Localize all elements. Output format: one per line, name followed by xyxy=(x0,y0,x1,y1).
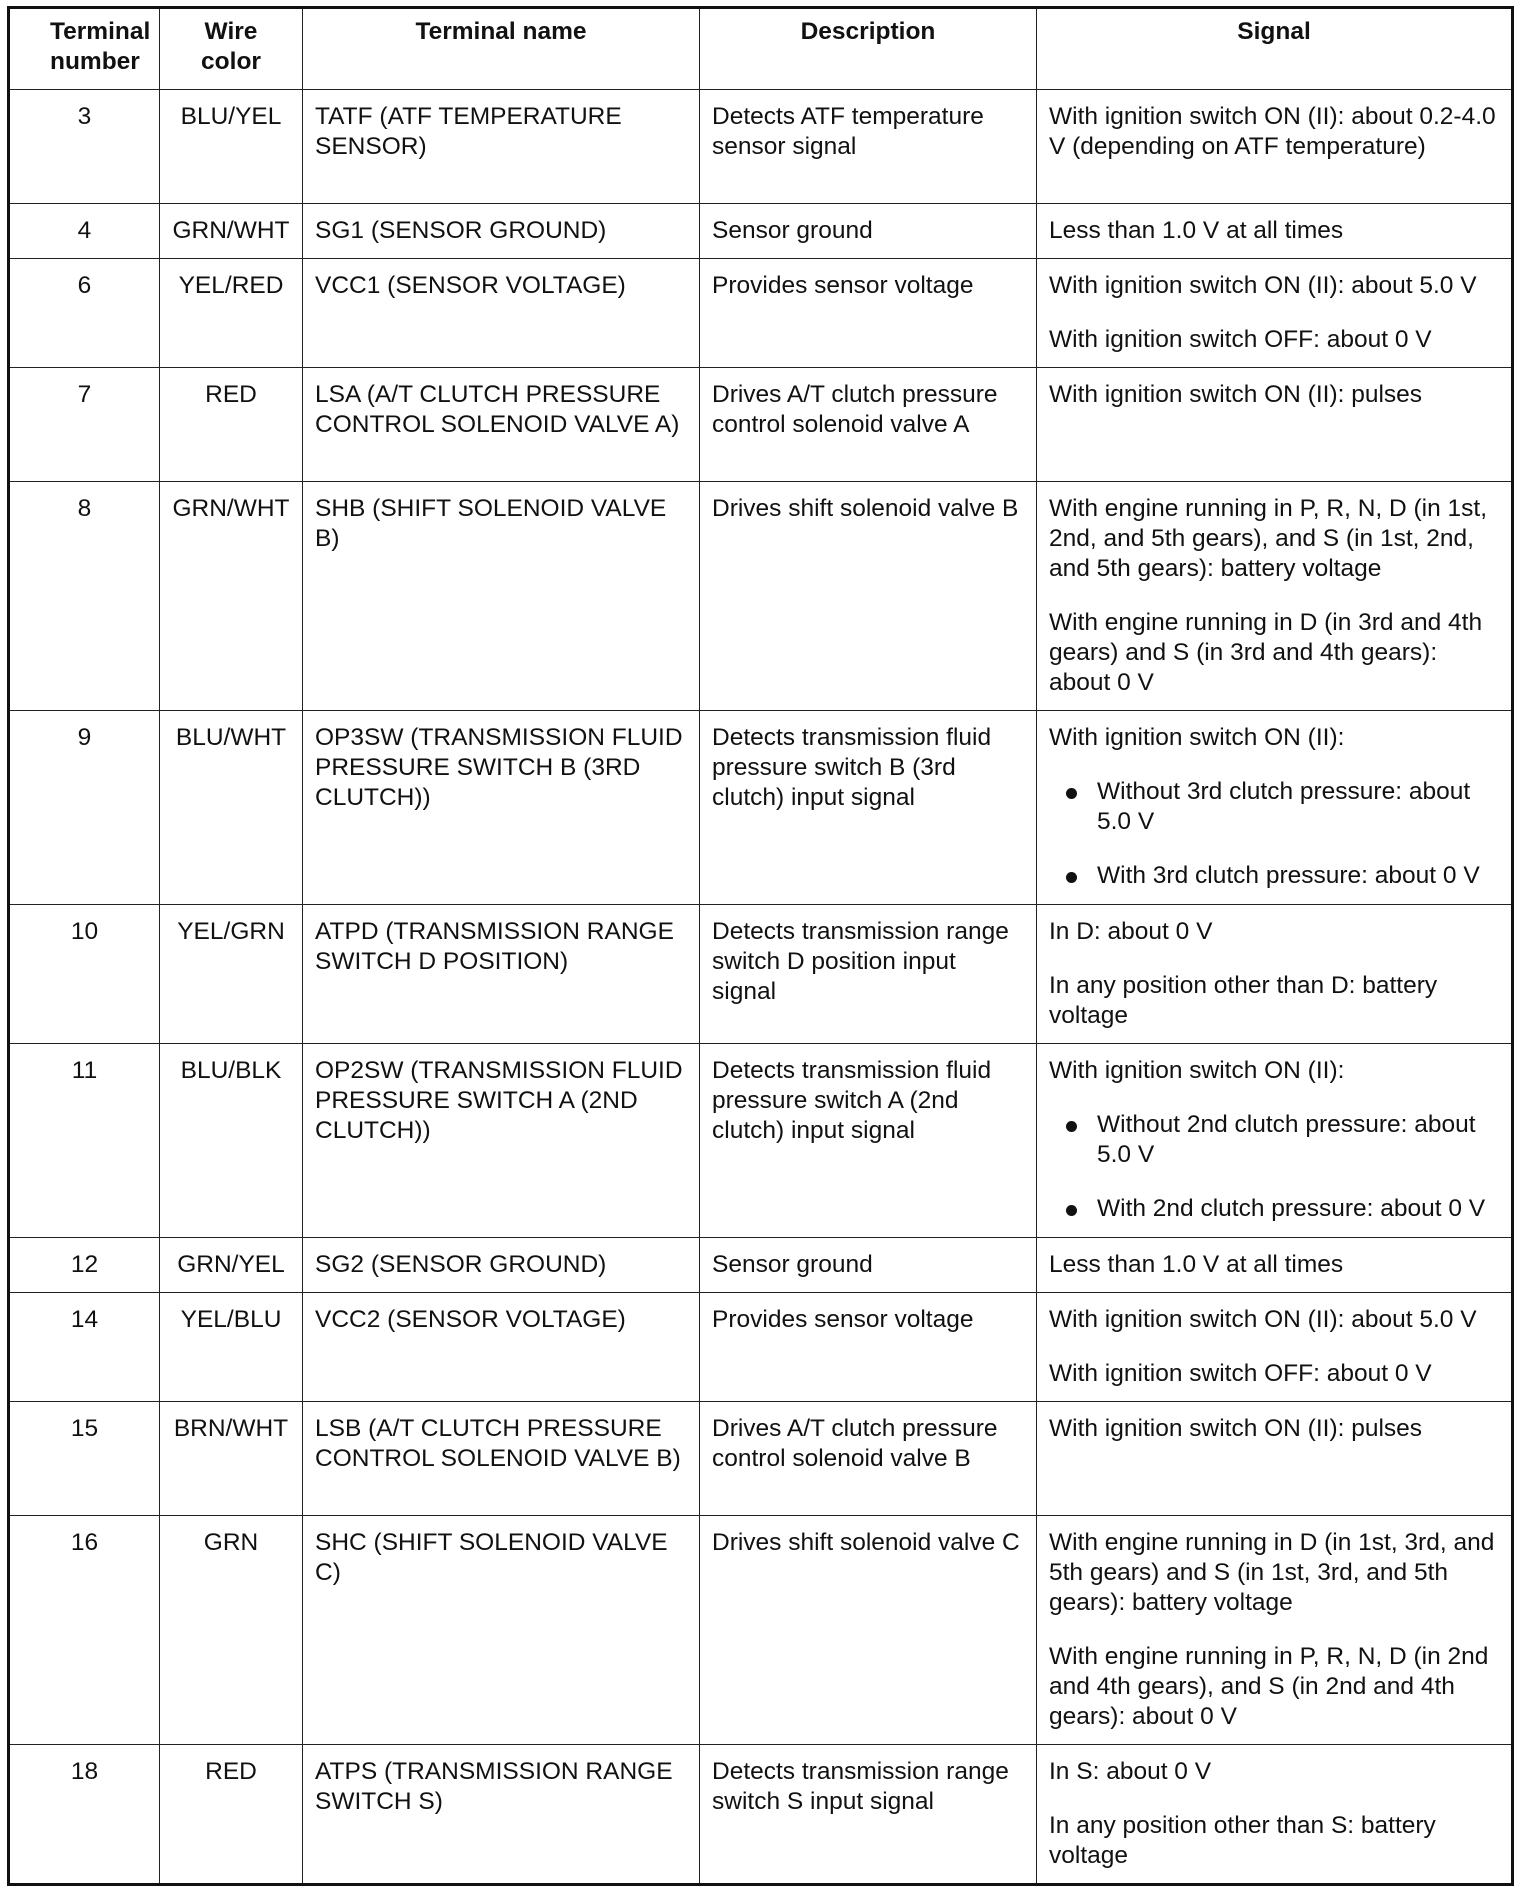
terminal-number-cell: 8 xyxy=(9,482,160,711)
signal-text: With ignition switch ON (II): xyxy=(1049,724,1345,751)
terminal-name-cell: LSA (A/T CLUTCH PRESSURE CONTROL SOLENOID VALVE A) xyxy=(303,368,700,482)
signal-bullet-item xyxy=(1049,1110,1499,1170)
table-row xyxy=(9,905,1513,1044)
terminal-number-cell: 7 xyxy=(9,368,160,482)
table-body xyxy=(9,90,1513,1885)
wire-color-cell: YEL/GRN xyxy=(160,905,303,1044)
signal-bullet-text: With 3rd clutch pressure: about 0 V xyxy=(1097,862,1480,889)
signal-bullet-item xyxy=(1049,777,1499,837)
signal-text: With ignition switch ON (II): pulses xyxy=(1049,1415,1423,1442)
signal-text: With ignition switch ON (II): about 5.0 V xyxy=(1049,272,1477,299)
header-terminal-name: Terminal name xyxy=(303,8,700,90)
terminal-name-cell: VCC1 (SENSOR VOLTAGE) xyxy=(303,259,700,368)
signal-cell xyxy=(1037,905,1513,1044)
signal-cell xyxy=(1037,482,1513,711)
table-row xyxy=(9,711,1513,905)
signal-cell xyxy=(1037,1293,1513,1402)
terminal-number-cell: 15 xyxy=(9,1402,160,1516)
table-row xyxy=(9,368,1513,482)
table-row xyxy=(9,482,1513,711)
signal-text: With ignition switch ON (II): xyxy=(1049,1057,1345,1084)
signal-cell xyxy=(1037,1238,1513,1293)
terminal-number-cell: 11 xyxy=(9,1044,160,1238)
description-cell: Drives A/T clutch pressure control solenoid valve A xyxy=(700,368,1037,482)
terminal-name-cell: LSB (A/T CLUTCH PRESSURE CONTROL SOLENOID VALVE B) xyxy=(303,1402,700,1516)
signal-text: With engine running in D (in 1st, 3rd, and 5th gears) and S (in 1st, 3rd, and 5th gears): battery voltage xyxy=(1049,1529,1495,1616)
signal-text: With ignition switch OFF: about 0 V xyxy=(1049,1360,1432,1387)
description-cell: Detects transmission fluid pressure switch A (2nd clutch) input signal xyxy=(700,1044,1037,1238)
description-cell: Sensor ground xyxy=(700,204,1037,259)
signal-text: With ignition switch ON (II): about 5.0 V xyxy=(1049,1306,1477,1333)
header-signal: Signal xyxy=(1037,8,1513,90)
terminal-name-cell: SG2 (SENSOR GROUND) xyxy=(303,1238,700,1293)
description-cell: Provides sensor voltage xyxy=(700,259,1037,368)
signal-text: In any position other than D: battery voltage xyxy=(1049,972,1438,1029)
description-cell: Sensor ground xyxy=(700,1238,1037,1293)
signal-cell xyxy=(1037,711,1513,905)
terminal-name-cell: OP3SW (TRANSMISSION FLUID PRESSURE SWITCH B (3RD CLUTCH)) xyxy=(303,711,700,905)
signal-cell xyxy=(1037,1516,1513,1745)
signal-cell xyxy=(1037,1745,1513,1885)
terminal-number-cell: 4 xyxy=(9,204,160,259)
table-row xyxy=(9,90,1513,204)
wire-color-cell: BRN/WHT xyxy=(160,1402,303,1516)
table-row xyxy=(9,259,1513,368)
signal-bullet-list xyxy=(1049,1110,1499,1224)
terminal-name-cell: ATPD (TRANSMISSION RANGE SWITCH D POSITION) xyxy=(303,905,700,1044)
signal-bullet-item xyxy=(1049,861,1499,891)
table-row xyxy=(9,1044,1513,1238)
terminal-name-cell: OP2SW (TRANSMISSION FLUID PRESSURE SWITCH A (2ND CLUTCH)) xyxy=(303,1044,700,1238)
signal-text: Less than 1.0 V at all times xyxy=(1049,217,1344,244)
signal-text: With ignition switch ON (II): about 0.2-4.0 V (depending on ATF temperature) xyxy=(1049,103,1496,160)
signal-text: In D: about 0 V xyxy=(1049,918,1213,945)
signal-cell xyxy=(1037,90,1513,204)
terminal-number-cell: 9 xyxy=(9,711,160,905)
table-row xyxy=(9,1293,1513,1402)
wire-color-cell: RED xyxy=(160,1745,303,1885)
terminal-table xyxy=(7,6,1514,1886)
wire-color-cell: GRN/WHT xyxy=(160,204,303,259)
terminal-number-cell: 14 xyxy=(9,1293,160,1402)
signal-cell xyxy=(1037,204,1513,259)
table-row xyxy=(9,204,1513,259)
signal-bullet-item xyxy=(1049,1194,1499,1224)
description-cell: Detects transmission range switch D position input signal xyxy=(700,905,1037,1044)
description-cell: Drives A/T clutch pressure control solenoid valve B xyxy=(700,1402,1037,1516)
signal-cell xyxy=(1037,1402,1513,1516)
wire-color-cell: BLU/YEL xyxy=(160,90,303,204)
bullet-icon xyxy=(1066,1121,1077,1132)
signal-bullet-text: Without 3rd clutch pressure: about 5.0 V xyxy=(1097,778,1471,835)
header-description: Description xyxy=(700,8,1037,90)
wire-color-cell: BLU/WHT xyxy=(160,711,303,905)
description-cell: Drives shift solenoid valve B xyxy=(700,482,1037,711)
terminal-name-cell: SHB (SHIFT SOLENOID VALVE B) xyxy=(303,482,700,711)
table-row xyxy=(9,1238,1513,1293)
signal-text: With engine running in P, R, N, D (in 1st, 2nd, and 5th gears), and S (in 1st, 2nd, and 5th gears): battery voltage xyxy=(1049,495,1488,582)
terminal-name-cell: SG1 (SENSOR GROUND) xyxy=(303,204,700,259)
description-cell: Detects ATF temperature sensor signal xyxy=(700,90,1037,204)
description-cell: Detects transmission range switch S input signal xyxy=(700,1745,1037,1885)
signal-text: With ignition switch ON (II): pulses xyxy=(1049,381,1423,408)
terminal-name-cell: VCC2 (SENSOR VOLTAGE) xyxy=(303,1293,700,1402)
signal-text: In any position other than S: battery voltage xyxy=(1049,1812,1436,1869)
terminal-number-cell: 12 xyxy=(9,1238,160,1293)
bullet-icon xyxy=(1066,1205,1077,1216)
signal-bullet-list xyxy=(1049,777,1499,891)
terminal-name-cell: TATF (ATF TEMPERATURE SENSOR) xyxy=(303,90,700,204)
signal-cell xyxy=(1037,368,1513,482)
table-row xyxy=(9,1402,1513,1516)
wire-color-cell: YEL/RED xyxy=(160,259,303,368)
description-cell: Detects transmission fluid pressure switch B (3rd clutch) input signal xyxy=(700,711,1037,905)
wire-color-cell: GRN xyxy=(160,1516,303,1745)
wire-color-cell: BLU/BLK xyxy=(160,1044,303,1238)
terminal-number-cell: 3 xyxy=(9,90,160,204)
table-row xyxy=(9,1745,1513,1885)
description-cell: Drives shift solenoid valve C xyxy=(700,1516,1037,1745)
wire-color-cell: GRN/WHT xyxy=(160,482,303,711)
signal-bullet-text: Without 2nd clutch pressure: about 5.0 V xyxy=(1097,1111,1476,1168)
header-row xyxy=(9,8,1513,90)
header-terminal-number: Terminal number xyxy=(9,8,160,90)
bullet-icon xyxy=(1066,872,1077,883)
table-row xyxy=(9,1516,1513,1745)
wire-color-cell: YEL/BLU xyxy=(160,1293,303,1402)
terminal-name-cell: ATPS (TRANSMISSION RANGE SWITCH S) xyxy=(303,1745,700,1885)
bullet-icon xyxy=(1066,788,1077,799)
description-cell: Provides sensor voltage xyxy=(700,1293,1037,1402)
wire-color-cell: GRN/YEL xyxy=(160,1238,303,1293)
terminal-number-cell: 18 xyxy=(9,1745,160,1885)
terminal-name-cell: SHC (SHIFT SOLENOID VALVE C) xyxy=(303,1516,700,1745)
signal-cell xyxy=(1037,1044,1513,1238)
header-wire-color: Wire color xyxy=(160,8,303,90)
wire-color-cell: RED xyxy=(160,368,303,482)
signal-text: With engine running in D (in 3rd and 4th gears) and S (in 3rd and 4th gears): about 0 V xyxy=(1049,609,1483,696)
signal-text: Less than 1.0 V at all times xyxy=(1049,1251,1344,1278)
signal-text: With ignition switch OFF: about 0 V xyxy=(1049,326,1432,353)
signal-text: In S: about 0 V xyxy=(1049,1758,1212,1785)
terminal-number-cell: 10 xyxy=(9,905,160,1044)
terminal-number-cell: 16 xyxy=(9,1516,160,1745)
signal-text: With engine running in P, R, N, D (in 2nd and 4th gears), and S (in 2nd and 4th gears): about 0 V xyxy=(1049,1643,1489,1730)
signal-cell xyxy=(1037,259,1513,368)
signal-bullet-text: With 2nd clutch pressure: about 0 V xyxy=(1097,1195,1486,1222)
terminal-number-cell: 6 xyxy=(9,259,160,368)
